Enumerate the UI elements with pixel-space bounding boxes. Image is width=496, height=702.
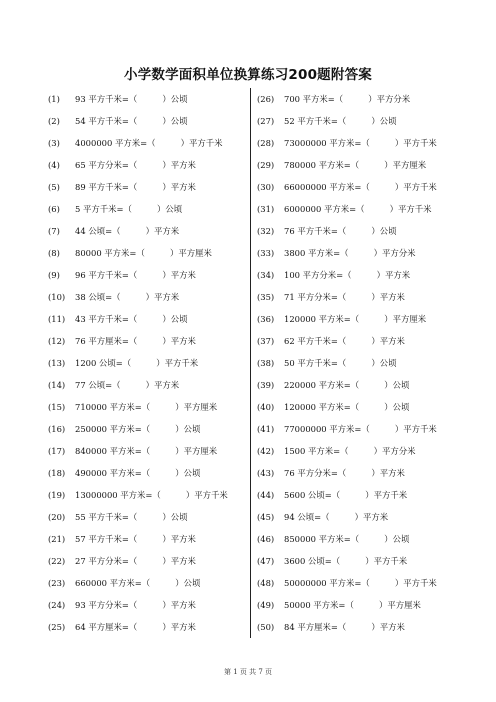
question-text: 710000 平方米=（ ）平方厘米	[75, 402, 218, 412]
question-number: (37)	[257, 336, 275, 346]
question-row	[257, 224, 457, 246]
question-text: 220000 平方米=（ ）公顷	[284, 380, 410, 390]
question-number: (45)	[257, 512, 275, 522]
question-text: 700 平方米=（ ）平方分米	[284, 94, 411, 104]
question-text: 5600 公顷=（ ）平方千米	[284, 490, 408, 500]
question-text: 71 平方分米=（ ）平方米	[284, 292, 405, 302]
question-text: 80000 平方米=（ ）平方厘米	[75, 248, 212, 258]
question-row	[48, 312, 246, 334]
question-row	[257, 532, 457, 554]
question-row	[257, 422, 457, 444]
question-number: (24)	[48, 600, 66, 610]
question-row	[48, 466, 246, 488]
question-text: 3600 公顷=（ ）平方千米	[284, 556, 408, 566]
question-row	[257, 400, 457, 422]
question-row	[257, 334, 457, 356]
question-row	[257, 466, 457, 488]
question-text: 57 平方千米=（ ）平方米	[75, 534, 196, 544]
question-number: (2)	[48, 116, 60, 126]
question-text: 660000 平方米=（ ）公顷	[75, 578, 201, 588]
question-text: 50000000 平方米=（ ）平方千米	[284, 578, 437, 588]
question-text: 38 公顷=（ ）平方米	[75, 292, 180, 302]
question-row	[48, 268, 246, 290]
question-number: (25)	[48, 622, 66, 632]
question-text: 76 平方千米=（ ）公顷	[284, 226, 397, 236]
question-text: 65 平方分米=（ ）平方米	[75, 160, 196, 170]
question-row	[48, 400, 246, 422]
question-row	[48, 114, 246, 136]
question-row	[257, 598, 457, 620]
question-text: 77000000 平方米=（ ）平方千米	[284, 424, 437, 434]
page-footer: 第 1 页 共 7 页	[223, 668, 273, 676]
question-row	[257, 136, 457, 158]
question-row	[257, 576, 457, 598]
question-text: 120000 平方米=（ ）平方厘米	[284, 314, 427, 324]
question-row	[257, 114, 457, 136]
question-number: (1)	[48, 94, 60, 104]
question-number: (46)	[257, 534, 275, 544]
question-text: 27 平方分米=（ ）平方米	[75, 556, 196, 566]
question-text: 44 公顷=（ ）平方米	[75, 226, 180, 236]
question-text: 89 平方千米=（ ）平方米	[75, 182, 196, 192]
question-number: (36)	[257, 314, 275, 324]
question-row	[48, 136, 246, 158]
question-number: (5)	[48, 182, 60, 192]
question-row	[48, 378, 246, 400]
question-number: (22)	[48, 556, 66, 566]
question-row	[257, 488, 457, 510]
question-number: (43)	[257, 468, 275, 478]
question-text: 6000000 平方米=（ ）平方千米	[284, 204, 432, 214]
question-text: 4000000 平方米=（ ）平方千米	[75, 138, 223, 148]
question-row	[48, 180, 246, 202]
question-text: 76 平方厘米=（ ）平方米	[75, 336, 196, 346]
question-number: (42)	[257, 446, 275, 456]
question-row	[48, 532, 246, 554]
question-number: (15)	[48, 402, 66, 412]
question-row	[257, 92, 457, 114]
question-number: (32)	[257, 226, 275, 236]
question-text: 780000 平方米=（ ）平方厘米	[284, 160, 427, 170]
question-row	[257, 290, 457, 312]
question-number: (4)	[48, 160, 60, 170]
question-number: (28)	[257, 138, 275, 148]
question-row	[257, 444, 457, 466]
question-number: (44)	[257, 490, 275, 500]
question-number: (9)	[48, 270, 60, 280]
question-number: (11)	[48, 314, 66, 324]
question-row	[48, 422, 246, 444]
question-number: (38)	[257, 358, 275, 368]
question-row	[257, 620, 457, 642]
question-row	[257, 246, 457, 268]
question-text: 64 平方厘米=（ ）平方米	[75, 622, 196, 632]
question-text: 43 平方千米=（ ）公顷	[75, 314, 188, 324]
question-row	[48, 92, 246, 114]
question-row	[48, 488, 246, 510]
left-question-column	[48, 92, 246, 642]
question-number: (30)	[257, 182, 275, 192]
question-number: (49)	[257, 600, 275, 610]
question-row	[48, 598, 246, 620]
question-number: (18)	[48, 468, 66, 478]
question-text: 55 平方千米=（ ）公顷	[75, 512, 188, 522]
question-text: 50000 平方米=（ ）平方厘米	[284, 600, 421, 610]
question-number: (33)	[257, 248, 275, 258]
question-text: 76 平方分米=（ ）平方米	[284, 468, 405, 478]
question-number: (19)	[48, 490, 66, 500]
question-number: (47)	[257, 556, 275, 566]
question-number: (26)	[257, 94, 275, 104]
question-text: 52 平方千米=（ ）公顷	[284, 116, 397, 126]
column-divider	[250, 88, 251, 638]
question-text: 73000000 平方米=（ ）平方千米	[284, 138, 437, 148]
right-question-column	[257, 92, 457, 642]
question-text: 5 平方千米=（ ）公顷	[75, 204, 183, 214]
question-number: (8)	[48, 248, 60, 258]
question-row	[257, 510, 457, 532]
question-row	[257, 268, 457, 290]
question-number: (31)	[257, 204, 275, 214]
question-text: 1200 公顷=（ ）平方千米	[75, 358, 199, 368]
question-row	[257, 554, 457, 576]
question-row	[48, 576, 246, 598]
question-number: (20)	[48, 512, 66, 522]
question-text: 490000 平方米=（ ）公顷	[75, 468, 201, 478]
question-text: 100 平方分米=（ ）平方米	[284, 270, 411, 280]
question-text: 250000 平方米=（ ）公顷	[75, 424, 201, 434]
question-number: (12)	[48, 336, 66, 346]
question-row	[48, 444, 246, 466]
question-number: (29)	[257, 160, 275, 170]
question-row	[257, 158, 457, 180]
question-number: (21)	[48, 534, 66, 544]
question-number: (40)	[257, 402, 275, 412]
question-text: 93 平方分米=（ ）平方米	[75, 600, 196, 610]
question-number: (23)	[48, 578, 66, 588]
question-row	[48, 510, 246, 532]
question-text: 3800 平方米=（ ）平方分米	[284, 248, 416, 258]
question-number: (14)	[48, 380, 66, 390]
question-number: (13)	[48, 358, 66, 368]
question-row	[257, 202, 457, 224]
question-row	[48, 158, 246, 180]
question-number: (41)	[257, 424, 275, 434]
question-row	[257, 356, 457, 378]
question-row	[48, 334, 246, 356]
question-text: 54 平方千米=（ ）公顷	[75, 116, 188, 126]
question-row	[257, 180, 457, 202]
question-number: (35)	[257, 292, 275, 302]
question-text: 96 平方千米=（ ）平方米	[75, 270, 196, 280]
question-row	[48, 246, 246, 268]
question-row	[48, 290, 246, 312]
question-number: (16)	[48, 424, 66, 434]
question-text: 13000000 平方米=（ ）平方千米	[75, 490, 228, 500]
question-row	[257, 378, 457, 400]
question-number: (10)	[48, 292, 66, 302]
question-row	[48, 356, 246, 378]
question-text: 840000 平方米=（ ）平方厘米	[75, 446, 218, 456]
question-row	[48, 202, 246, 224]
question-row	[257, 312, 457, 334]
question-text: 850000 平方米=（ ）公顷	[284, 534, 410, 544]
question-number: (27)	[257, 116, 275, 126]
question-row	[48, 224, 246, 246]
question-text: 50 平方千米=（ ）公顷	[284, 358, 397, 368]
question-number: (7)	[48, 226, 60, 236]
question-text: 77 公顷=（ ）平方米	[75, 380, 180, 390]
question-number: (34)	[257, 270, 275, 280]
question-number: (6)	[48, 204, 60, 214]
question-number: (3)	[48, 138, 60, 148]
question-number: (48)	[257, 578, 275, 588]
page-title: 小学数学面积单位换算练习200题附答案	[124, 67, 372, 83]
question-text: 120000 平方米=（ ）公顷	[284, 402, 410, 412]
question-text: 94 公顷=（ ）平方米	[284, 512, 389, 522]
question-text: 84 平方厘米=（ ）平方米	[284, 622, 405, 632]
question-row	[48, 620, 246, 642]
question-row	[48, 554, 246, 576]
question-number: (39)	[257, 380, 275, 390]
question-text: 66000000 平方米=（ ）平方千米	[284, 182, 437, 192]
question-text: 93 平方千米=（ ）公顷	[75, 94, 188, 104]
question-text: 62 平方千米=（ ）平方米	[284, 336, 405, 346]
question-number: (50)	[257, 622, 275, 632]
question-text: 1500 平方米=（ ）平方分米	[284, 446, 416, 456]
question-number: (17)	[48, 446, 66, 456]
